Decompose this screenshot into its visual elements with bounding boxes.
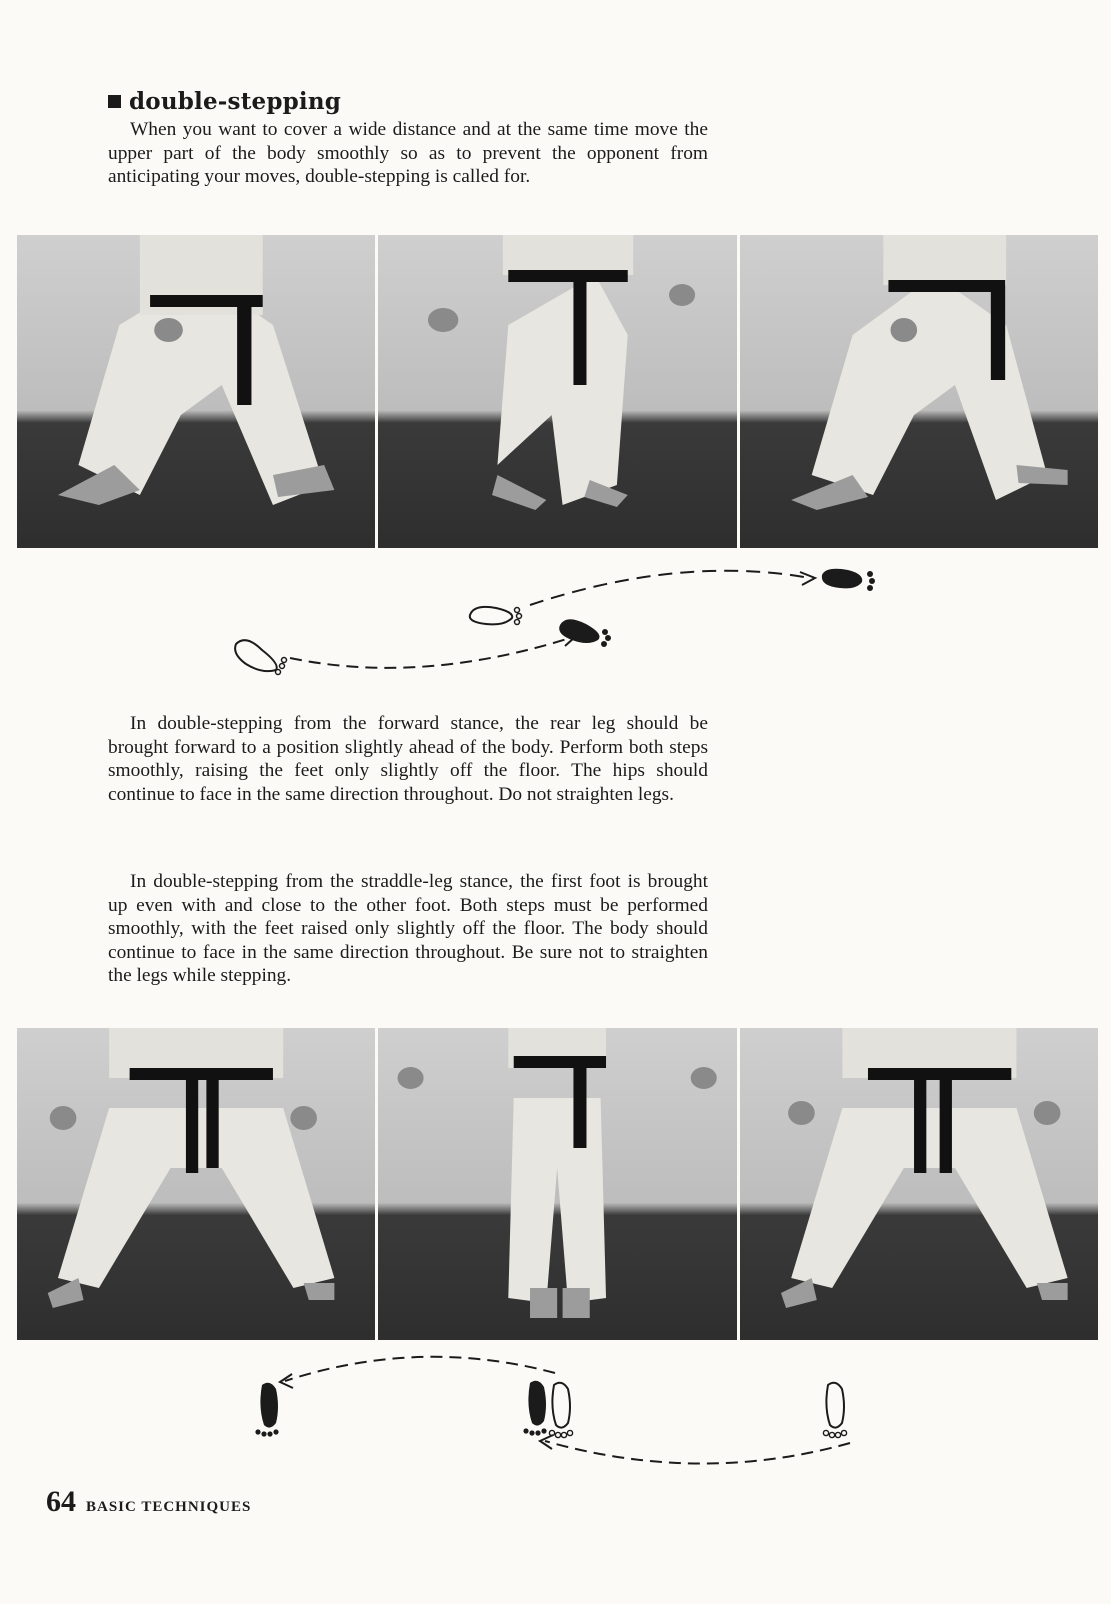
straddle-leg-photo-2: [378, 1028, 736, 1340]
step-path-2: [530, 571, 810, 605]
page-footer: [46, 1485, 251, 1519]
straddle-leg-photo-3: [740, 1028, 1098, 1340]
step-path-1: [285, 1357, 555, 1381]
footprint-filled-center-icon: [523, 1381, 546, 1436]
footprint-outline-right-icon: [823, 1383, 846, 1438]
footprint-filled-left-icon: [255, 1383, 278, 1437]
step-path-1: [290, 638, 570, 668]
straddle-leg-footprint-diagram: [0, 1345, 1111, 1475]
footprint-outline-mid-icon: [470, 607, 522, 625]
square-bullet-icon: [108, 95, 121, 108]
intro-paragraph: When you want to cover a wide distance and at the same time move the upper part of the body smoothly so as to prevent the opponent from anticipating your moves, double-stepping is called for.: [108, 119, 708, 187]
footprint-outline-center-icon: [549, 1383, 572, 1438]
forward-stance-photo-3: [740, 235, 1098, 548]
forward-stance-photo-1: [17, 235, 375, 548]
step-path-2: [545, 1441, 850, 1464]
footprint-outline-start-icon: [235, 640, 286, 674]
running-section-title: BASIC TECHNIQUES: [86, 1499, 252, 1515]
page-number: 64: [46, 1485, 76, 1518]
section-title: double-stepping: [129, 88, 342, 115]
arrowhead-icon: [800, 572, 815, 585]
straddle-leg-photo-1: [17, 1028, 375, 1340]
forward-stance-paragraph: In double-stepping from the forward stance, the rear leg should be brought forward to a position slightly ahead of the body. Perform both steps smoothly, raising the feet only slightly off the floor. The hips should continue to face in the same direction throughout. Do not straighten legs.: [108, 713, 708, 805]
section-heading: [108, 88, 341, 115]
forward-stance-footprint-diagram: [0, 560, 1111, 690]
footprint-filled-end-icon: [822, 569, 875, 591]
straddle-leg-paragraph: In double-stepping from the straddle-leg stance, the first foot is brought up even with and close to the other foot. Both steps must be performed smoothly, with the feet raised only slightly off the floor. The body should continue to face in the same direction throughout. Be sure not to straighten the legs while stepping.: [108, 871, 708, 986]
forward-stance-photo-sequence: [17, 235, 1098, 548]
forward-stance-photo-2: [378, 235, 736, 548]
straddle-leg-photo-sequence: [17, 1028, 1098, 1340]
footprint-filled-mid-icon: [559, 619, 611, 647]
